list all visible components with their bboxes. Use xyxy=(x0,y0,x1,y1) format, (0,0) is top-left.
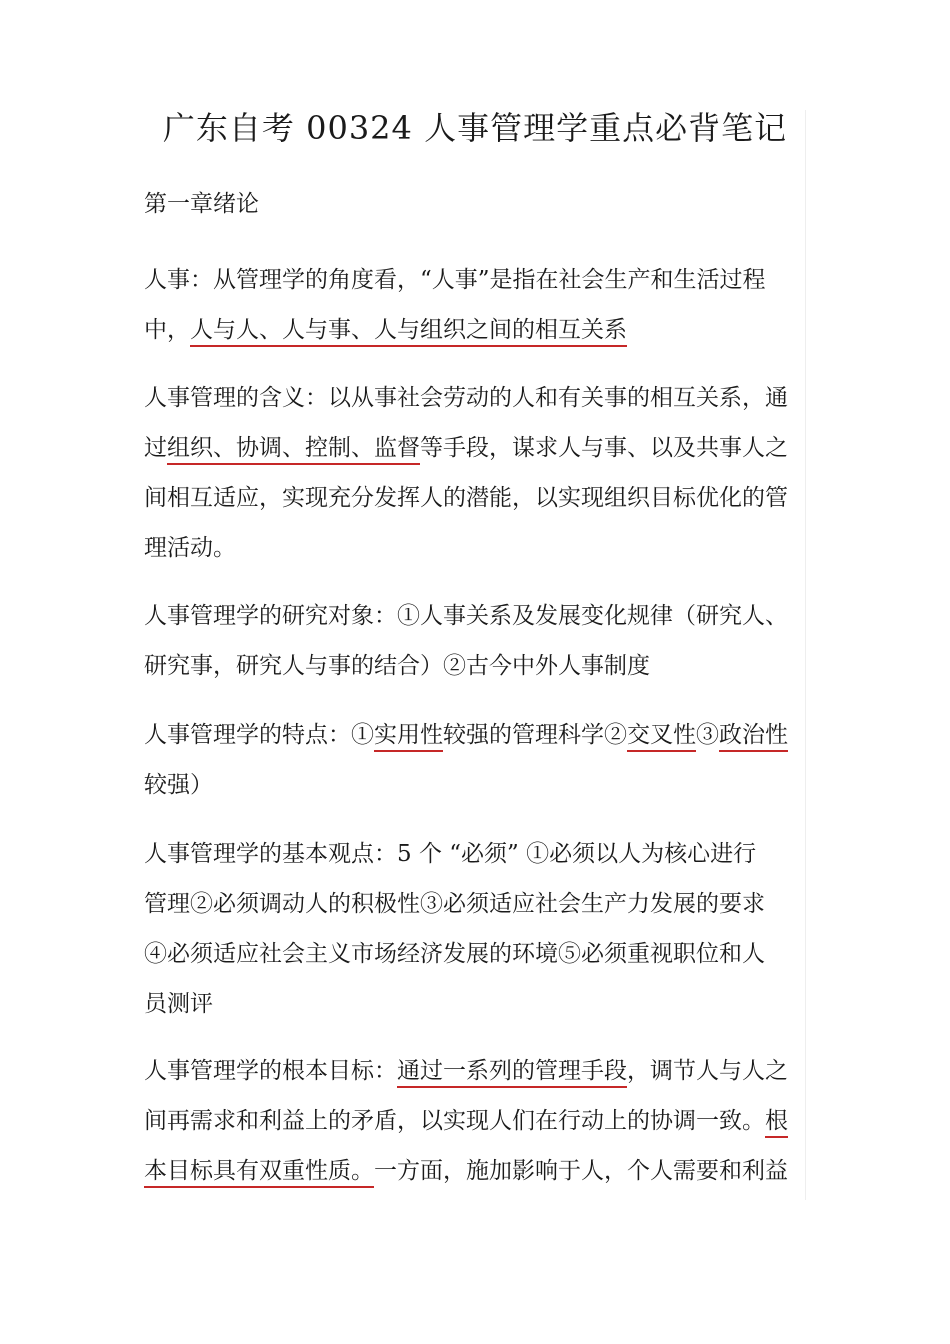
paragraph-line xyxy=(144,473,808,523)
underlined-key-phrase: 组织、协调、控制、监督 xyxy=(167,435,420,465)
underlined-key-phrase: 根 xyxy=(765,1108,788,1138)
paragraph-line xyxy=(144,829,808,879)
paragraph-line xyxy=(144,979,808,1029)
paragraph-line xyxy=(144,641,808,691)
chapter-heading: 第一章绪论 xyxy=(144,191,259,217)
underlined-key-phrase: 通过一系列的管理手段 xyxy=(397,1058,627,1088)
text-segment: 等手段，谋求人与事、以及共事人之 xyxy=(420,435,788,461)
paragraph-line xyxy=(144,591,808,641)
paragraph-line xyxy=(144,305,808,355)
text-segment: 管理②必须调动人的积极性③必须适应社会生产力发展的要求 xyxy=(144,891,765,917)
text-segment: ，调节人与人之 xyxy=(627,1058,788,1084)
text-segment: ④必须适应社会主义市场经济发展的环境⑤必须重视职位和人 xyxy=(144,941,765,967)
underlined-key-phrase: 政治性 xyxy=(719,722,788,752)
underlined-key-phrase: 实用性 xyxy=(374,722,443,752)
paragraph xyxy=(144,829,808,1029)
text-segment: 人事管理学的特点：① xyxy=(144,722,374,748)
text-segment: 一方面，施加影响于人，个人需要和利益 xyxy=(374,1158,788,1184)
text-segment: 理活动。 xyxy=(144,535,236,561)
underlined-key-phrase: 人与人、人与事、人与组织之间的相互关系 xyxy=(190,317,627,347)
text-segment: 人事管理学的研究对象：①人事关系及发展变化规律（研究人、 xyxy=(144,603,788,629)
text-segment: 人事：从管理学的角度看，“人事”是指在社会生产和生活过程 xyxy=(144,267,766,293)
underlined-key-phrase: 本目标具有双重性质。 xyxy=(144,1158,374,1188)
paragraph xyxy=(144,591,808,691)
text-segment: 间相互适应，实现充分发挥人的潜能，以实现组织目标优化的管 xyxy=(144,485,788,511)
paragraph-line xyxy=(144,1046,808,1096)
paragraph-line xyxy=(144,373,808,423)
paragraph xyxy=(144,710,808,810)
paragraph-line xyxy=(144,879,808,929)
paragraph-line xyxy=(144,760,808,810)
paragraph xyxy=(144,255,808,355)
paragraph-line xyxy=(144,1096,808,1146)
text-segment: 员测评 xyxy=(144,991,213,1017)
paragraph-line xyxy=(144,523,808,573)
text-segment: 过 xyxy=(144,435,167,461)
paragraph-line xyxy=(144,929,808,979)
paragraph xyxy=(144,1046,808,1196)
text-segment: 较强的管理科学② xyxy=(443,722,627,748)
page-title: 广东自考 00324 人事管理学重点必背笔记 xyxy=(162,109,788,147)
text-segment: 人事管理学的根本目标： xyxy=(144,1058,397,1084)
text-segment: 人事管理的含义：以从事社会劳动的人和有关事的相互关系，通 xyxy=(144,385,788,411)
paragraph-line xyxy=(144,423,808,473)
text-segment: 较强） xyxy=(144,772,213,798)
text-segment: 研究事，研究人与事的结合）②古今中外人事制度 xyxy=(144,653,650,679)
paragraph-line xyxy=(144,1146,808,1196)
paragraph-line xyxy=(144,255,808,305)
paragraph xyxy=(144,373,808,573)
text-segment: 人事管理学的基本观点：5 个 “必须” ①必须以人为核心进行 xyxy=(144,841,757,867)
text-segment: ③ xyxy=(696,722,719,748)
text-segment: 间再需求和利益上的矛盾，以实现人们在行动上的协调一致。 xyxy=(144,1108,765,1134)
underlined-key-phrase: 交叉性 xyxy=(627,722,696,752)
paragraph-line xyxy=(144,710,808,760)
text-segment: 中， xyxy=(144,317,190,343)
